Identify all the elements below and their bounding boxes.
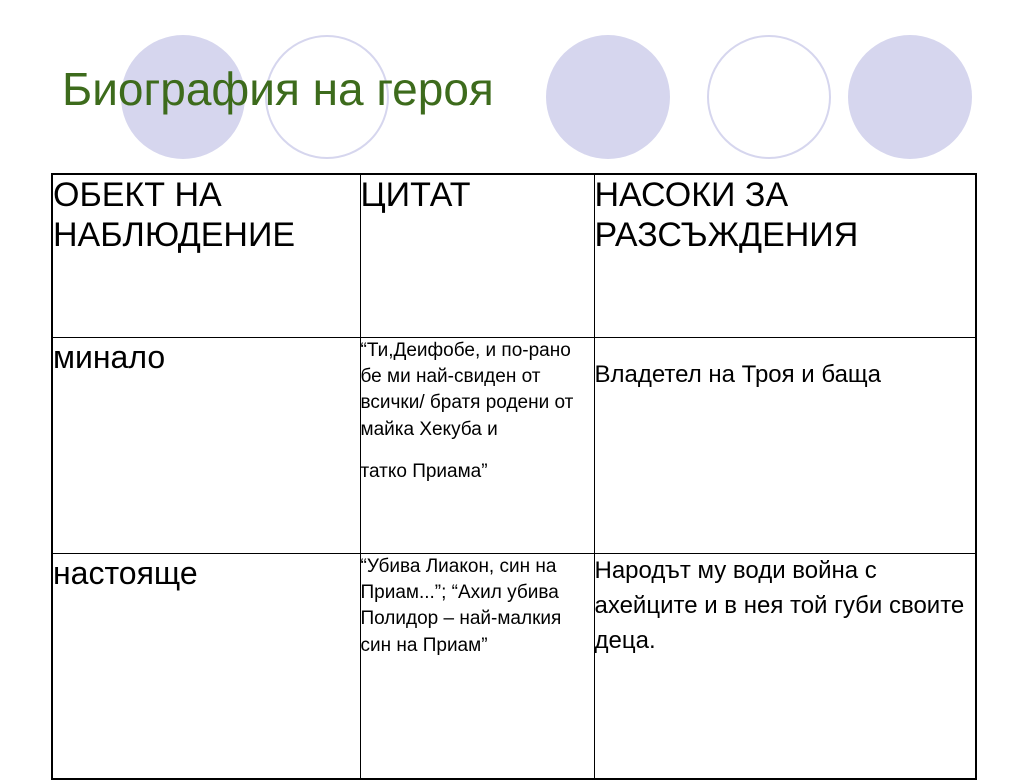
table-header-row	[52, 174, 976, 338]
biography-table	[51, 173, 977, 780]
quote-text: татко Приама”	[360, 460, 488, 482]
row-label-past: минало	[52, 338, 360, 554]
header-observation-object: ОБЕКТ НА НАБЛЮДЕНИЕ	[52, 174, 360, 338]
decor-circle-4	[707, 35, 831, 159]
quote-cell-past	[360, 338, 594, 554]
note-cell-past: Владетел на Троя и баща	[594, 338, 976, 554]
header-quote: ЦИТАТ	[360, 174, 594, 338]
slide-title: Биография на героя	[62, 63, 494, 115]
row-label-present: настояще	[52, 554, 360, 780]
decor-circle-5	[848, 35, 972, 159]
header-reasoning-guidelines: НАСОКИ ЗА РАЗСЪЖДЕНИЯ	[594, 174, 976, 338]
table-row	[52, 554, 976, 780]
note-cell-present: Народът му води война с ахейците и в нея той губи своите деца.	[594, 554, 976, 780]
table-row	[52, 338, 976, 554]
quote-text: “Убива Лиакон, син на Приам...”; “Ахил убива Полидор – най-малкия син на Приам”	[360, 556, 562, 656]
decor-circle-3	[546, 35, 670, 159]
quote-text: “Ти,Деифобе, и по-рано бе ми най-свиден от всички/ братя родени от майка Хекуба и	[360, 340, 574, 440]
quote-cell-present	[360, 554, 594, 780]
